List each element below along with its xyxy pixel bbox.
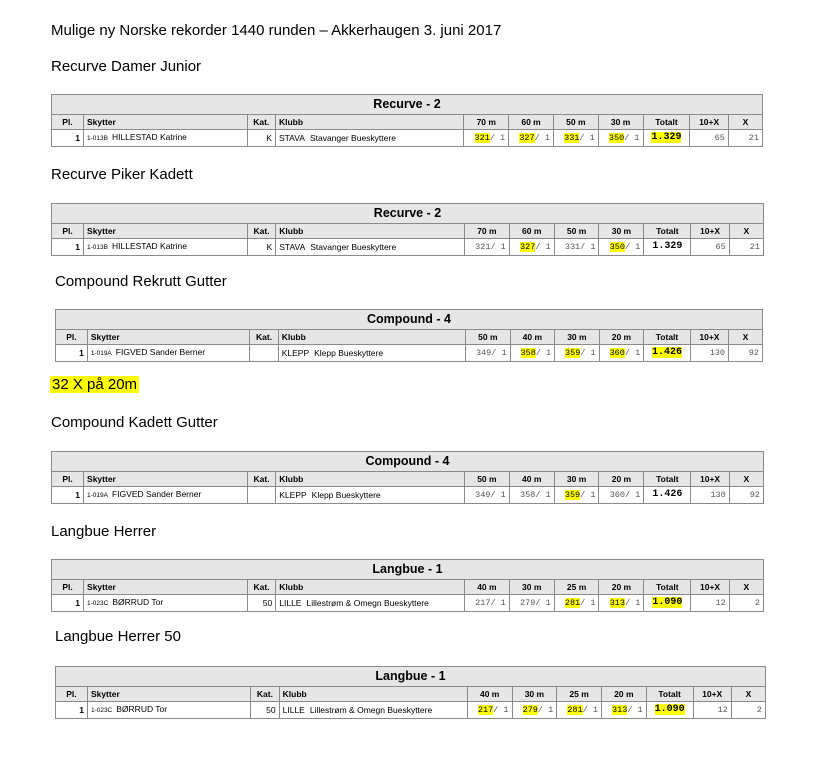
score-value: 321 [474,133,490,143]
score-cell: 360/ 1 [599,345,644,362]
score-cell: 313/ 1 [601,702,646,719]
header-kat: Kat. [247,115,275,130]
header-pl: Pl. [52,472,84,487]
tenx-cell: 12 [693,702,731,719]
header-distance: 50 m [466,330,511,345]
table-caption: Recurve - 2 [52,95,763,115]
header-kat: Kat. [247,472,275,487]
score-cell: 281/ 1 [554,595,599,612]
total-value: 1.090 [652,597,683,608]
archer-cell [84,595,248,612]
score-value: 358 [520,348,536,358]
score-value: 313 [612,705,628,715]
header-distance: 30 m [555,330,600,345]
header-10x: 10+X [690,330,728,345]
x-cell: 21 [729,239,763,256]
club-code: KLEPP [281,348,310,358]
score-cell: 279/ 1 [512,702,557,719]
place-cell: 1 [56,345,88,362]
table-caption-row [52,95,763,115]
score-value: 331 [564,242,581,252]
header-klubb: Klubb [276,224,465,239]
archer-name: BØRRUD Tor [112,597,164,607]
score-value: 281 [567,705,583,715]
score-cell: 217/ 1 [467,702,512,719]
table-row [56,702,766,719]
table-caption: Recurve - 2 [52,204,764,224]
section-title: Compound Kadett Gutter [51,414,218,431]
header-distance: 25 m [557,687,602,702]
header-kat: Kat. [247,580,275,595]
total-cell [646,702,693,719]
score-value: 217 [477,705,494,715]
club-name: Lillestrøm & Omegn Bueskyttere [306,598,429,608]
highlight-note: 32 X på 20m [52,376,138,393]
header-distance: 20 m [599,330,644,345]
place-cell: 1 [52,239,84,256]
header-kat: Kat. [247,224,275,239]
score-value: 281 [564,598,581,608]
header-skytter: Skytter [83,115,247,130]
kat-cell [250,345,278,362]
header-10x: 10+X [693,687,731,702]
section-title: Compound Rekrutt Gutter [55,273,227,290]
table-caption-row [52,452,764,472]
header-10x: 10+X [690,115,728,130]
club-cell [278,345,465,362]
archer-name: FIGVED Sander Berner [115,347,206,357]
tenx-cell: 65 [690,130,728,147]
kat-cell: 50 [247,595,275,612]
place-cell: 1 [52,487,84,504]
score-cell: 359/ 1 [555,345,600,362]
section-title: Recurve Damer Junior [51,58,202,75]
archer-name: HILLESTAD Katrine [111,132,187,142]
club-code: LILLE [282,705,305,715]
results-table [55,666,766,719]
score-cell: 349/ 1 [466,345,511,362]
header-pl: Pl. [56,330,88,345]
place-cell: 1 [56,702,88,719]
score-cell: 327/ 1 [509,239,554,256]
score-value: 349 [475,348,492,358]
archer-cell [84,239,248,256]
archer-id: 1-023C [90,707,113,714]
header-x: X [729,472,763,487]
club-name: Klepp Bueskyttere [314,348,384,358]
header-totalt: Totalt [644,472,691,487]
score-cell: 331/ 1 [554,239,599,256]
archer-cell [84,487,248,504]
header-totalt: Totalt [646,687,693,702]
club-cell [279,702,467,719]
header-distance: 30 m [598,115,643,130]
score-value: 360 [609,348,625,358]
club-cell [276,595,465,612]
x-cell: 2 [729,595,763,612]
score-cell: 350/ 1 [598,130,643,147]
table-caption: Langbue - 1 [56,667,766,687]
score-cell: 358/ 1 [509,487,554,504]
header-skytter: Skytter [84,580,248,595]
table-row [52,130,763,147]
header-pl: Pl. [52,115,84,130]
x-cell: 21 [728,130,762,147]
archer-cell [87,702,250,719]
score-value: 359 [565,348,581,358]
header-row [56,687,766,702]
total-cell [644,345,691,362]
archer-name: HILLESTAD Katrine [112,241,187,251]
score-value: 321 [475,242,491,252]
score-cell: 360/ 1 [599,487,644,504]
header-pl: Pl. [56,687,88,702]
header-distance: 20 m [599,580,644,595]
header-distance: 20 m [601,687,646,702]
section-title: Recurve Piker Kadett [51,166,193,183]
tenx-cell: 130 [691,487,729,504]
club-cell [275,130,463,147]
results-table [51,203,764,256]
header-10x: 10+X [691,580,729,595]
place-cell: 1 [52,130,84,147]
score-cell: 358/ 1 [510,345,555,362]
header-x: X [729,224,763,239]
header-distance: 40 m [464,580,509,595]
header-klubb: Klubb [279,687,467,702]
table-row [52,487,764,504]
header-x: X [728,115,762,130]
header-distance: 30 m [554,472,599,487]
header-skytter: Skytter [84,472,248,487]
kat-cell: 50 [251,702,279,719]
total-value: 1.329 [651,132,682,143]
score-value: 358 [520,490,536,500]
score-value: 359 [564,490,581,500]
score-cell: 349/ 1 [464,487,509,504]
club-cell [276,487,465,504]
archer-cell [83,130,247,147]
results-table [51,94,763,147]
archer-id: 1-023C [87,600,109,607]
score-value: 279 [522,705,538,715]
header-distance: 40 m [509,472,554,487]
header-skytter: Skytter [87,330,250,345]
header-row [56,330,763,345]
header-totalt: Totalt [644,580,691,595]
archer-id: 1-019A [87,492,108,499]
section-title: Langbue Herrer [51,523,157,540]
club-cell [276,239,465,256]
header-distance: 50 m [553,115,598,130]
total-value: 1.426 [652,347,683,358]
document-title: Mulige ny Norske rekorder 1440 runden – Akkerhaugen 3. juni 2017 [51,22,502,39]
header-10x: 10+X [691,224,729,239]
results-table [51,559,764,612]
header-distance: 60 m [509,115,554,130]
table-caption: Compound - 4 [56,310,763,330]
header-row [52,115,763,130]
results-table [55,309,763,362]
header-distance: 30 m [512,687,557,702]
header-row [52,580,764,595]
header-distance: 60 m [509,224,554,239]
header-10x: 10+X [691,472,729,487]
table-row [52,595,764,612]
score-cell: 350/ 1 [599,239,644,256]
section-title: Langbue Herrer 50 [55,628,181,645]
table-caption-row [56,667,766,687]
header-distance: 25 m [554,580,599,595]
header-pl: Pl. [52,224,84,239]
kat-cell [247,487,275,504]
tenx-cell: 130 [690,345,728,362]
tenx-cell: 65 [691,239,729,256]
header-klubb: Klubb [276,472,465,487]
header-distance: 50 m [554,224,599,239]
score-cell: 331/ 1 [553,130,598,147]
score-cell: 279/ 1 [509,595,554,612]
archer-id: 1-013B [87,244,108,251]
table-row [52,239,764,256]
header-distance: 30 m [599,224,644,239]
header-x: X [729,580,763,595]
score-value: 349 [475,490,491,500]
header-x: X [729,330,763,345]
score-cell: 327/ 1 [509,130,554,147]
table-row [56,345,763,362]
score-value: 350 [608,133,625,143]
score-value: 360 [609,490,626,500]
archer-id: 1-013B [86,135,108,142]
total-cell [644,487,691,504]
score-cell: 281/ 1 [557,702,602,719]
kat-cell: K [247,130,275,147]
header-skytter: Skytter [87,687,250,702]
header-row [52,224,764,239]
header-totalt: Totalt [643,115,690,130]
total-cell [643,130,690,147]
total-value: 1.426 [652,489,683,500]
x-cell: 92 [729,487,763,504]
results-table [51,451,764,504]
total-value: 1.090 [654,704,685,715]
header-distance: 30 m [509,580,554,595]
table-caption: Compound - 4 [52,452,764,472]
place-cell: 1 [52,595,84,612]
score-value: 217 [475,598,491,608]
header-totalt: Totalt [644,330,691,345]
header-row [52,472,764,487]
club-code: KLEPP [279,490,307,500]
table-caption: Langbue - 1 [52,560,764,580]
x-cell: 92 [729,345,763,362]
table-caption-row [52,560,764,580]
header-distance: 20 m [599,472,644,487]
club-name: Stavanger Bueskyttere [309,133,396,143]
score-cell: 313/ 1 [599,595,644,612]
header-distance: 40 m [467,687,512,702]
table-caption-row [56,310,763,330]
archer-id: 1-019A [90,350,112,357]
header-distance: 70 m [464,224,509,239]
score-value: 279 [520,598,536,608]
total-cell [644,239,691,256]
archer-name: BØRRUD Tor [116,704,168,714]
club-name: Stavanger Bueskyttere [310,242,397,252]
score-value: 313 [609,598,626,608]
total-cell [644,595,691,612]
header-distance: 40 m [510,330,555,345]
score-value: 350 [609,242,626,252]
kat-cell: K [247,239,275,256]
score-cell: 217/ 1 [464,595,509,612]
tenx-cell: 12 [691,595,729,612]
header-distance: 70 m [464,115,509,130]
x-cell: 2 [731,702,765,719]
header-pl: Pl. [52,580,84,595]
header-totalt: Totalt [644,224,691,239]
archer-cell [87,345,250,362]
header-kat: Kat. [250,330,278,345]
score-value: 327 [519,133,535,143]
header-kat: Kat. [251,687,279,702]
header-skytter: Skytter [84,224,248,239]
score-cell: 321/ 1 [464,239,509,256]
header-klubb: Klubb [278,330,465,345]
header-klubb: Klubb [275,115,463,130]
club-code: STAVA [279,242,306,252]
club-code: LILLE [279,598,302,608]
table-caption-row [52,204,764,224]
score-value: 327 [520,242,536,252]
total-value: 1.329 [652,241,683,252]
header-x: X [731,687,765,702]
header-klubb: Klubb [276,580,465,595]
archer-name: FIGVED Sander Berner [112,489,202,499]
score-value: 331 [564,133,580,143]
score-cell: 359/ 1 [554,487,599,504]
club-name: Lillestrøm & Omegn Bueskyttere [309,705,433,715]
header-distance: 50 m [464,472,509,487]
club-name: Klepp Bueskyttere [311,490,381,500]
club-code: STAVA [278,133,305,143]
score-cell: 321/ 1 [464,130,509,147]
